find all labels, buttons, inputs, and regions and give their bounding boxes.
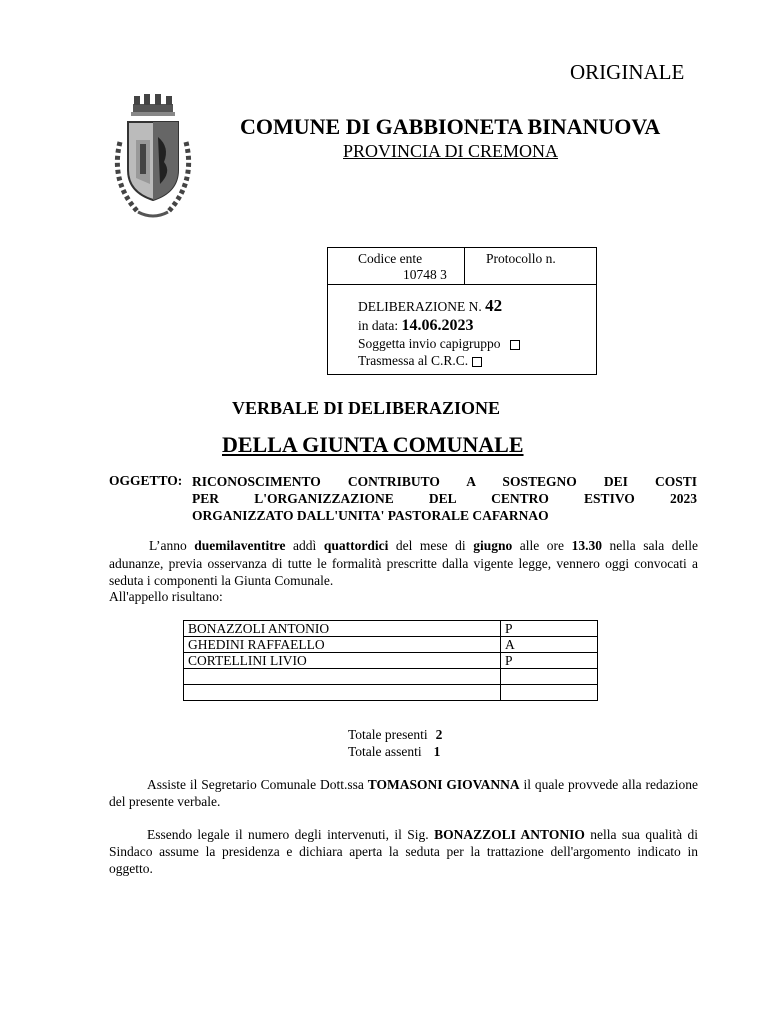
deliberation-number <box>358 296 502 316</box>
text-span: nella sua qualità di Sindaco assume la presidenza e dichiara aperta la seduta per la trattazione dell'argomento indicato in oggetto. <box>109 827 698 876</box>
segretario-name: TOMASONI GIOVANNA <box>367 777 520 792</box>
municipality-name: COMUNE DI GABBIONETA BINANUOVA <box>240 114 661 139</box>
table-row <box>184 669 598 685</box>
member-name <box>184 669 501 685</box>
table-row <box>184 685 598 701</box>
protocollo-label: Protocollo n. <box>486 251 556 266</box>
member-status: P <box>501 621 598 637</box>
totale-presenti-value: 2 <box>435 727 443 742</box>
checkbox-icon[interactable] <box>510 340 520 350</box>
member-status <box>501 685 598 701</box>
text-span: alle ore <box>512 538 572 553</box>
totale-assenti-label: Totale assenti <box>348 744 422 759</box>
text-span: Essendo legale il numero degli intervenuti, il Sig. <box>147 827 435 842</box>
document-title: VERBALE DI DELIBERAZIONE <box>232 398 501 418</box>
table-row <box>184 621 598 637</box>
member-status <box>501 669 598 685</box>
trasmessa-crc <box>358 353 482 369</box>
info-box-divider <box>464 248 465 284</box>
ora-value: 13.30 <box>571 538 602 553</box>
codice-ente-label: Codice ente <box>358 251 423 266</box>
mese-value: giugno <box>473 538 513 553</box>
giorno-value: quattordici <box>323 538 389 553</box>
deliberation-info-box <box>327 247 597 375</box>
document-subtitle: DELLA GIUNTA COMUNALE <box>222 432 524 457</box>
totale-assenti-value: 1 <box>433 744 441 759</box>
municipal-coat-of-arms-icon <box>98 92 208 232</box>
seduta-paragraph <box>109 537 698 590</box>
deliberation-number-label: DELIBERAZIONE N. <box>358 299 482 314</box>
info-box-header <box>328 248 596 285</box>
oggetto-line: ORGANIZZATO DALL'UNITA' PASTORALE CAFARNAO <box>192 508 549 523</box>
codice-ente-value: 10748 3 <box>403 267 447 282</box>
oggetto-line: PER L'ORGANIZZAZIONE DEL CENTRO ESTIVO 2023 <box>192 491 697 506</box>
document-status-label: ORIGINALE <box>570 60 685 84</box>
text-span: il quale provvede alla redazione del presente verbale. <box>109 777 698 809</box>
member-status: P <box>501 653 598 669</box>
deliberation-date-value: 14.06.2023 <box>401 317 474 334</box>
checkbox-icon[interactable] <box>472 357 482 367</box>
soggetta-capigruppo-label: Soggetta invio capigruppo <box>358 336 501 351</box>
sindaco-name: BONAZZOLI ANTONIO <box>434 827 585 842</box>
deliberation-number-value: 42 <box>485 296 503 315</box>
attendance-table <box>183 620 598 701</box>
text-span: nella sala delle adunanze, previa osservanza di tutte le formalità prescritte dalla vigente legge, vennero oggi convocati a seduta i componenti la Giunta Comunale. <box>109 538 699 588</box>
deliberation-date <box>358 317 474 335</box>
text-span: L’anno <box>149 538 195 553</box>
text-span: addì <box>285 538 324 553</box>
member-name <box>184 685 501 701</box>
attendance-totals <box>348 726 442 760</box>
trasmessa-crc-label: Trasmessa al C.R.C. <box>358 353 469 368</box>
anno-value: duemilaventitre <box>194 538 286 553</box>
totale-presenti-label: Totale presenti <box>348 727 428 742</box>
province-name: PROVINCIA DI CREMONA <box>343 141 559 161</box>
member-status: A <box>501 637 598 653</box>
appello-label: All'appello risultano: <box>109 589 223 604</box>
oggetto-line: RICONOSCIMENTO CONTRIBUTO A SOSTEGNO DEI COSTI <box>192 474 697 489</box>
oggetto-label: OGGETTO: <box>109 473 183 488</box>
oggetto-text <box>192 473 697 524</box>
text-span: Assiste il Segretario Comunale Dott.ssa <box>147 777 368 792</box>
table-row <box>184 637 598 653</box>
member-name: GHEDINI RAFFAELLO <box>184 637 501 653</box>
table-row <box>184 653 598 669</box>
member-name: BONAZZOLI ANTONIO <box>184 621 501 637</box>
member-name: CORTELLINI LIVIO <box>184 653 501 669</box>
deliberation-date-label: in data: <box>358 318 399 333</box>
presidenza-paragraph <box>109 826 698 877</box>
soggetta-capigruppo <box>358 336 520 352</box>
segretario-paragraph <box>109 776 698 810</box>
text-span: del mese di <box>388 538 474 553</box>
